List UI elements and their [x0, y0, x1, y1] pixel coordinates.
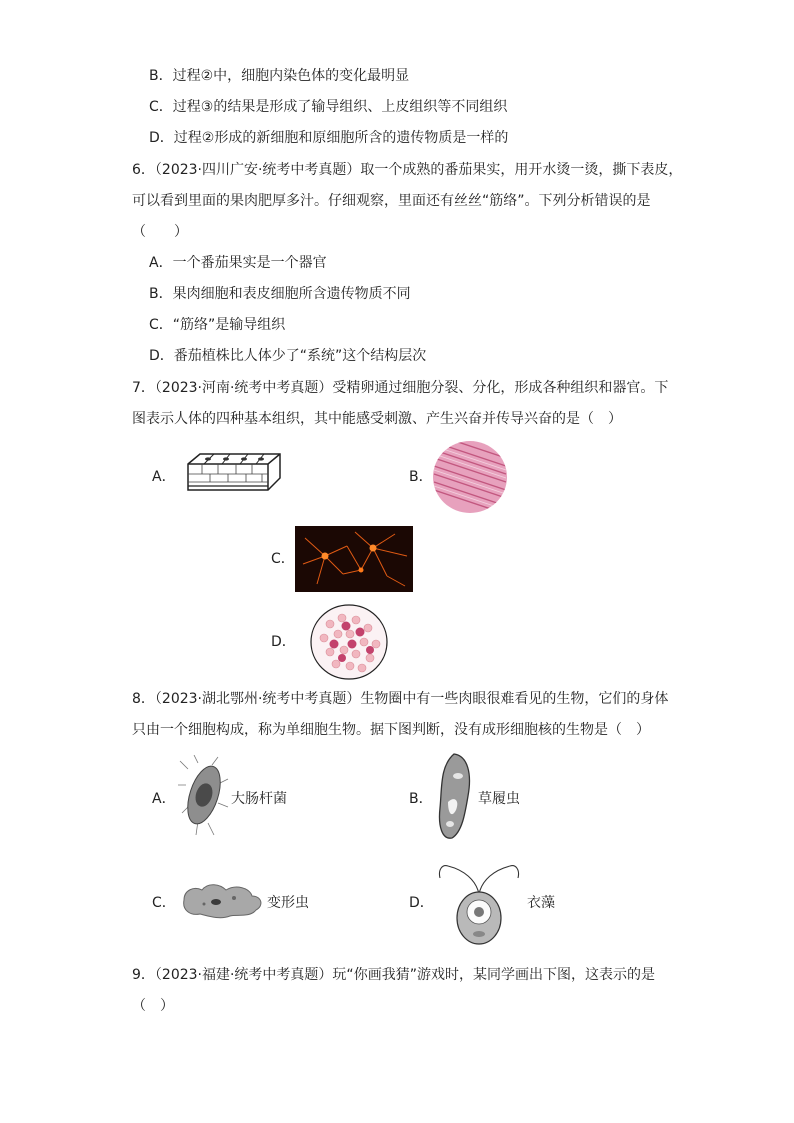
q9-stem-line2: （ ） — [132, 998, 174, 1014]
amoeba-figure — [180, 880, 266, 920]
q8-option-c-name: 变形虫 — [267, 895, 309, 911]
q6-option-b: B．果肉细胞和表皮细胞所含遗传物质不同 — [149, 286, 411, 302]
q7-option-a-label: A． — [152, 469, 176, 485]
q8-option-c-label: C． — [152, 895, 176, 911]
blood-tissue-figure — [310, 604, 388, 680]
paramecium-figure — [434, 752, 474, 842]
q6-option-a: A．一个番茄果实是一个器官 — [149, 255, 327, 271]
q8-option-d-name: 衣藻 — [527, 895, 555, 911]
q7-stem-line2: 图表示人体的四种基本组织，其中能感受刺激、产生兴奋并传导兴奋的是（ ） — [132, 411, 622, 427]
q9-stem-line1: 9．（2023·福建·统考中考真题）玩“你画我猜”游戏时，某同学画出下图，这表示的是 — [132, 967, 655, 983]
q6-stem-line1: 6．（2023·四川广安·统考中考真题）取一个成熟的番茄果实，用开水烫一烫，撕下表皮， — [132, 162, 683, 178]
q5-option-c: C．过程③的结果是形成了输导组织、上皮组织等不同组织 — [149, 99, 508, 115]
q6-option-c: C．“筋络”是输导组织 — [149, 317, 286, 333]
q7-option-d-label: D． — [271, 634, 296, 650]
nerve-tissue-figure — [295, 526, 413, 592]
muscle-tissue-figure — [432, 440, 508, 514]
q8-stem-line1: 8．（2023·湖北鄂州·统考中考真题）生物圈中有一些肉眼很难看见的生物，它们的身体 — [132, 691, 669, 707]
q8-stem-line2: 只由一个细胞构成，称为单细胞生物。据下图判断，没有成形细胞核的生物是（ ） — [132, 722, 650, 738]
q7-option-c-label: C． — [271, 551, 295, 567]
q6-stem-line3: （ ） — [132, 224, 188, 240]
e-coli-figure — [178, 755, 230, 839]
q8-option-a-name: 大肠杆菌 — [231, 791, 287, 807]
q7-option-b-label: B． — [409, 469, 433, 485]
q7-stem-line1: 7．（2023·河南·统考中考真题）受精卵通过细胞分裂、分化，形成各种组织和器官。下 — [132, 380, 669, 396]
q8-option-b-label: B． — [409, 791, 433, 807]
q8-option-d-label: D． — [409, 895, 434, 911]
q8-option-b-name: 草履虫 — [478, 791, 520, 807]
q5-option-d: D．过程②形成的新细胞和原细胞所含的遗传物质是一样的 — [149, 130, 509, 146]
q6-option-d: D．番茄植株比人体少了“系统”这个结构层次 — [149, 348, 427, 364]
epithelial-tissue-figure — [184, 450, 284, 494]
chlamydomonas-figure — [436, 856, 522, 948]
q8-option-a-label: A． — [152, 791, 176, 807]
q6-stem-line2: 可以看到里面的果肉肥厚多汁。仔细观察，里面还有丝丝“筋络”。下列分析错误的是 — [132, 193, 651, 209]
q5-option-b: B．过程②中，细胞内染色体的变化最明显 — [149, 68, 410, 84]
